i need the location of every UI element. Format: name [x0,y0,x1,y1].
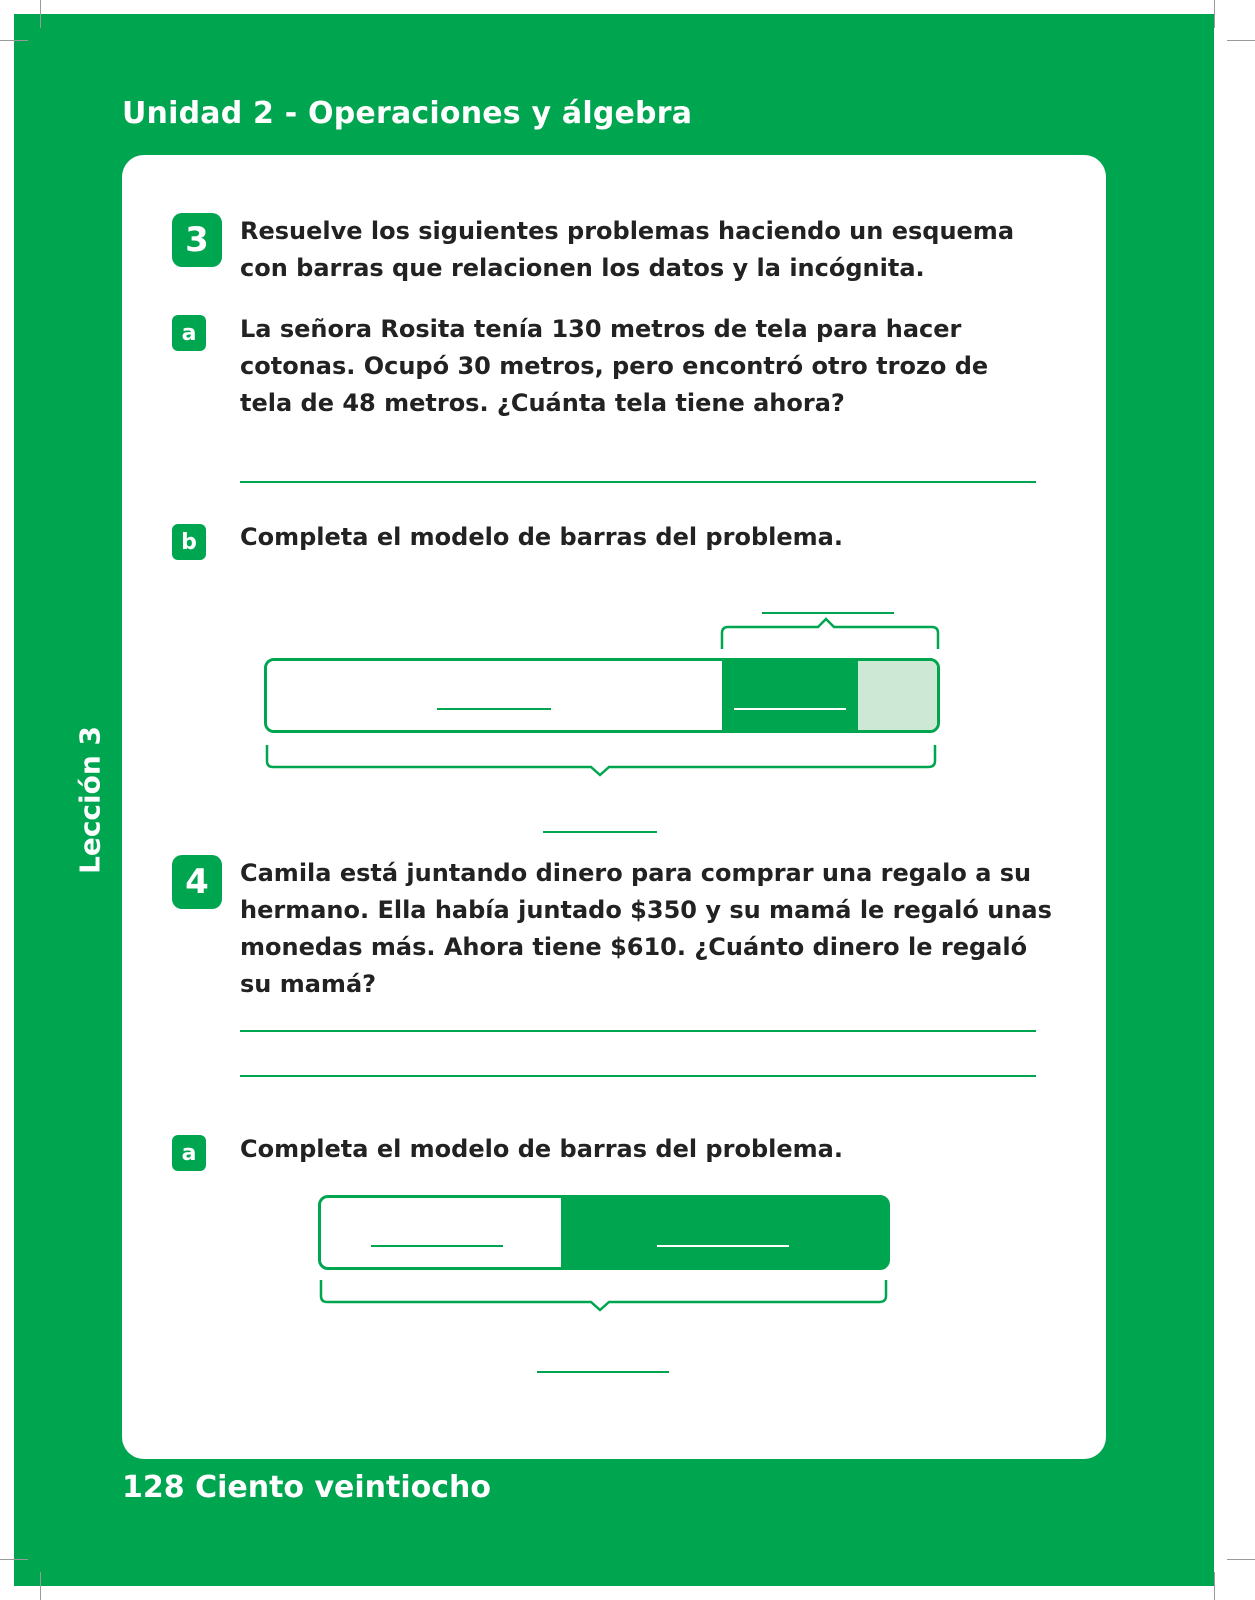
answer-line[interactable] [240,1075,1036,1077]
problem-line: su mamá? [240,970,377,998]
part-b-badge: b [172,524,206,560]
exercise-4a-instruction: Completa el modelo de barras del problema. [240,1135,843,1163]
problem-line: cotonas. Ocupó 30 metros, pero encontró otro trozo de [240,352,989,380]
crop-mark [1227,40,1255,41]
crop-mark [1227,1559,1255,1560]
exercise-3-instruction [240,213,1014,287]
bar-segment-gift [561,1198,887,1267]
exercise-4-badge: 4 [172,855,222,909]
crop-mark [0,40,28,41]
bar-model-2 [318,1195,890,1270]
bar-segment-saved [321,1198,561,1267]
problem-line: hermano. Ella había juntado $350 y su mamá le regaló unas [240,896,1052,924]
exercise-3b-instruction: Completa el modelo de barras del problema. [240,523,843,551]
segment-blank[interactable] [437,708,551,710]
exercise-3a-problem [240,311,988,422]
bottom-brace [318,1278,892,1320]
instruction-line: con barras que relacionen los datos y la incógnita. [240,254,925,282]
segment-blank[interactable] [734,708,846,710]
part-a-badge: a [172,315,206,351]
problem-line: monedas más. Ahora tiene $610. ¿Cuánto dinero le regaló [240,933,1028,961]
crop-mark [1214,1572,1215,1600]
exercise-card [122,155,1106,1459]
bottom-answer-blank[interactable] [543,831,657,833]
bar-segment-extra [858,661,937,730]
top-brace [720,617,942,651]
bar-segment-initial [267,661,722,730]
exercise-3-badge: 3 [172,213,222,267]
bar-segment-used [722,661,858,730]
crop-mark [0,1559,28,1560]
bar-model-1 [264,658,940,733]
segment-blank[interactable] [371,1245,503,1247]
problem-line: Camila está juntando dinero para comprar una regalo a su [240,859,1032,887]
crop-mark [1214,0,1215,28]
crop-mark [40,0,41,28]
answer-line[interactable] [240,1030,1036,1032]
crop-mark [40,1572,41,1600]
part-a-badge: a [172,1135,206,1171]
problem-line: La señora Rosita tenía 130 metros de tela para hacer [240,315,962,343]
exercise-4-problem [240,855,1052,1003]
bottom-brace [264,743,942,785]
segment-blank[interactable] [657,1245,789,1247]
answer-line[interactable] [240,481,1036,483]
page-number-footer: 128 Ciento veintiocho [122,1470,491,1505]
lesson-tab: Lección 3 [73,725,107,875]
top-answer-blank[interactable] [762,612,894,614]
instruction-line: Resuelve los siguientes problemas haciendo un esquema [240,217,1015,245]
problem-line: tela de 48 metros. ¿Cuánta tela tiene ahora? [240,389,845,417]
unit-title: Unidad 2 - Operaciones y álgebra [122,96,693,131]
bottom-answer-blank[interactable] [537,1371,669,1373]
